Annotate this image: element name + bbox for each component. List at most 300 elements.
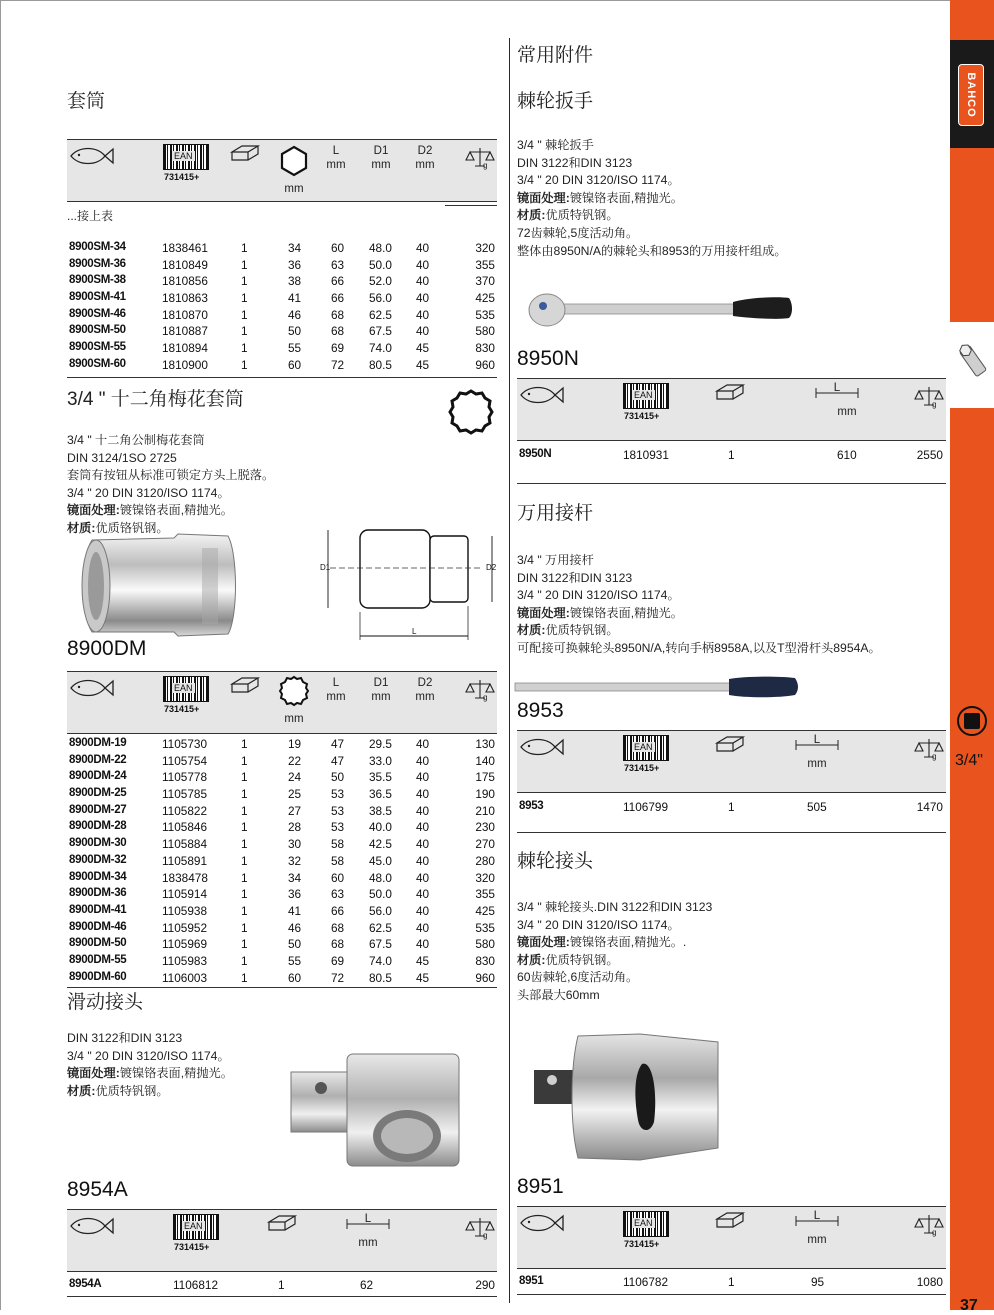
weight-scale-icon [465,1216,495,1240]
cell-size: 46 [288,920,302,935]
cell-qty: 1 [241,970,248,985]
section-title-extension: 万用接杆 [517,503,594,524]
cell-ean: 1105938 [162,903,208,918]
table-header-8954a [67,1209,497,1272]
fish-icon [69,678,115,698]
cell-size: 50 [288,937,302,952]
size-unit: mm [284,183,304,195]
material-label: 材质: [67,1083,96,1098]
cell-weight: 535 [475,307,495,322]
cell-size: 41 [288,291,302,306]
cell-qty: 1 [241,257,248,272]
cell-d1: 33.0 [369,753,392,768]
cell-length: 63 [331,887,345,902]
cell-d1: 56.0 [369,291,392,306]
cell-qty: 1 [241,357,248,372]
cell-qty: 1 [241,870,248,885]
cell-length: 66 [331,291,345,306]
cell-weight: 290 [475,1278,495,1292]
drive-size-label: 3/4" [955,752,983,769]
col-l-unit: mm [326,691,346,703]
cell-qty: 1 [241,307,248,322]
cell-code: 8900SM-41 [69,291,126,304]
cell-weight: 370 [475,274,495,289]
cell-qty: 1 [728,448,735,462]
cell-qty: 1 [241,341,248,356]
cell-d2: 40 [416,770,430,785]
table-row [67,871,497,888]
cell-d2: 45 [416,357,430,372]
cell-length: 69 [331,953,345,968]
desc-line: 套筒有按钮从标准可锁定方头上脱落。 [67,468,275,483]
table-row [67,358,497,375]
cell-code: 8900DM-34 [69,870,127,883]
desc-line: DIN 3122和DIN 3123 [517,570,633,585]
ean-label: EAN [184,1221,203,1231]
ratchet-description [517,137,787,260]
cell-size: 36 [288,887,302,902]
cell-length: 60 [331,870,345,885]
desc-line: 头部最大60mm [517,987,600,1002]
cell-qty: 1 [241,803,248,818]
cell-ean: 1838461 [162,241,208,255]
cell-code: 8900DM-28 [69,820,127,833]
cell-d1: 36.5 [369,787,392,802]
table-row [67,971,497,988]
table-row [67,954,497,971]
cell-size: 55 [288,341,302,356]
cell-code: 8900DM-27 [69,803,127,816]
table-row [67,308,497,325]
cell-d1: 40.0 [369,820,392,835]
cell-length: 66 [331,274,345,289]
desc-line: 3/4 " 棘轮接头.DIN 3122和DIN 3123 [517,900,713,914]
cell-d2: 40 [416,291,430,306]
twelve-point-socket-icon [447,388,495,436]
table-row [67,837,497,854]
cell-d2: 40 [416,324,430,339]
cell-d2: 40 [416,307,430,322]
ean-label: EAN [634,742,653,752]
sliding-adapter-description [67,1030,233,1100]
table-row [67,274,497,291]
cell-d1: 38.5 [369,803,392,818]
cell-weight: 320 [475,241,495,255]
material-value: 优质特钒钢。 [545,623,619,638]
surface-label: 镜面处理: [67,1066,120,1081]
material-value: 优质特钒钢。 [545,952,619,967]
table-row [67,921,497,938]
page-number: 37 [960,1297,978,1314]
cell-length: 53 [331,803,345,818]
model-8954a: 8954A [67,1178,128,1201]
cell-weight: 425 [475,291,495,306]
cell-code: 8900DM-32 [69,853,127,866]
cell-qty: 1 [241,787,248,802]
col-l: L [332,145,340,157]
side-band [950,0,994,1310]
table-row [67,737,497,754]
cell-size: 25 [288,787,302,802]
cell-ean: 1105884 [162,837,208,852]
cell-size: 32 [288,853,302,868]
bahco-logo [958,64,984,126]
cell-d2: 45 [416,953,430,968]
table-header-8950n [517,378,946,441]
col-d1-unit: mm [371,691,391,703]
cell-d1: 56.0 [369,903,392,918]
cell-d1: 48.0 [369,870,392,885]
cell-d1: 80.5 [369,357,392,372]
section-title-sliding-adapter: 滑动接头 [67,992,144,1013]
cell-weight: 355 [475,257,495,272]
cell-ean: 1105891 [162,853,208,868]
cell-code: 8900SM-34 [69,241,126,253]
cell-weight: 580 [475,324,495,339]
cell-weight: 210 [475,803,495,818]
table-row [517,1275,946,1292]
surface-value: 镀镍铬表面,精抛光。 [119,503,233,518]
cell-length: 72 [331,357,345,372]
cell-size: 27 [288,803,302,818]
cell-d2: 40 [416,753,430,768]
cell-qty: 1 [728,800,735,814]
table-rule [445,205,497,206]
table-row [67,770,497,787]
cell-ean: 1810863 [162,291,208,306]
cell-ean: 1105846 [162,820,208,835]
material-label: 材质: [517,952,546,967]
desc-line: DIN 3124/1SO 2725 [67,450,177,465]
weight-scale-icon [914,385,944,409]
cell-d1: 67.5 [369,937,392,952]
package-icon [267,1214,297,1234]
table-row [517,800,946,817]
cell-ean: 1105730 [162,737,208,751]
desc-line: 3/4 " 十二角公制梅花套筒 [67,433,205,447]
extension-description [517,552,881,658]
cell-code: 8900SM-55 [69,341,126,354]
cell-qty: 1 [241,837,248,852]
sliding-adapter-photo [287,1052,467,1170]
cell-d1: 50.0 [369,257,392,272]
weight-scale-icon [914,737,944,761]
col-l-unit: mm [326,159,346,171]
cell-length: 66 [331,903,345,918]
cell-d1: 50.0 [369,887,392,902]
table-row [517,448,946,465]
table-row [67,258,497,275]
weight-scale-icon [465,146,495,170]
table-row [67,324,497,341]
surface-value: 镀镍铬表面,精抛光。 [569,605,683,620]
package-icon [230,144,260,164]
model-8950n: 8950N [517,347,579,370]
package-icon [715,383,745,403]
cell-d2: 40 [416,937,430,952]
cell-ean: 1105778 [162,770,208,785]
cell-d2: 40 [416,903,430,918]
table-row [67,887,497,904]
cell-length: 47 [331,737,345,751]
cell-weight: 355 [475,887,495,902]
diagram-l-label: L [412,627,417,636]
ean-label: EAN [634,1218,653,1228]
cell-weight: 425 [475,903,495,918]
table-bottom-rule [517,483,946,484]
table-row [67,787,497,804]
ean-label: EAN [634,390,653,400]
cell-length: 60 [331,241,345,255]
cell-ean: 1106799 [623,800,669,814]
cell-size: 46 [288,307,302,322]
cell-d1: 35.5 [369,770,392,785]
cell-code: 8953 [519,800,544,812]
material-label: 材质: [517,208,546,223]
svg-text:g: g [483,693,488,702]
cell-ean: 1810856 [162,274,208,289]
ean-prefix: 731415+ [164,704,200,714]
cell-d2: 40 [416,837,430,852]
ean-label: EAN [174,151,193,161]
cell-ean: 1810900 [162,357,208,372]
ean-prefix: 731415+ [624,411,660,421]
cell-qty: 1 [278,1278,285,1292]
cell-d2: 40 [416,257,430,272]
desc-line: 可配接可换棘轮头8950N/A,转向手柄8958A,以及T型滑杆头8954A。 [517,640,881,655]
cell-d2: 40 [416,870,430,885]
model-8953: 8953 [517,699,564,722]
col-d1: D1 [373,145,389,157]
table-bottom-rule [67,377,497,378]
cell-weight: 960 [475,970,495,985]
continued-note: ...接上表 [67,209,114,223]
cell-length: 610 [837,448,857,462]
cell-code: 8900DM-41 [69,903,127,916]
cell-length: 50 [331,770,345,785]
square-drive-icon [957,706,987,736]
cell-qty: 1 [241,291,248,306]
cell-length: 53 [331,787,345,802]
col-d1: D1 [373,677,389,689]
table-body-8950n [517,448,946,465]
desc-line: 60齿棘轮,6度活动角。 [517,970,639,985]
cell-code: 8900DM-36 [69,887,127,900]
size-unit: mm [284,713,304,725]
desc-line: DIN 3122和DIN 3123 [67,1031,183,1045]
package-icon [230,676,260,696]
table-header-sm [67,139,497,202]
desc-line: DIN 3122和DIN 3123 [517,155,633,170]
ean-barcode-icon [623,735,669,761]
table-row [67,854,497,871]
material-value: 优质特钒钢。 [95,1083,169,1098]
table-row [67,937,497,954]
cell-code: 8900SM-38 [69,274,126,287]
table-row [67,1278,497,1295]
material-label: 材质: [67,520,96,535]
cell-qty: 1 [241,903,248,918]
col-l: L [813,734,821,746]
cell-qty: 1 [241,324,248,339]
cell-weight: 830 [475,953,495,968]
ratchet-adapter-description [517,899,712,1005]
surface-value: 镀镍铬表面,精抛光。. [569,935,687,950]
cell-length: 62 [360,1278,374,1292]
table-row [67,754,497,771]
cell-code: 8900SM-60 [69,357,126,370]
col-l: L [364,1213,372,1225]
extension-bar-photo [515,676,799,698]
desc-line: 3/4 " 20 DIN 3120/ISO 1174。 [517,173,680,188]
col-d2: D2 [417,677,433,689]
svg-text:g: g [932,400,937,409]
cell-length: 68 [331,920,345,935]
cell-ean: 1105969 [162,937,208,952]
socket-photo [78,534,240,638]
svg-text:g: g [483,1231,488,1240]
cell-ean: 1838478 [162,870,208,885]
section-title-ratchet: 棘轮扳手 [517,91,594,112]
cell-d1: 52.0 [369,274,392,289]
desc-line: 3/4 " 20 DIN 3120/ISO 1174。 [517,588,680,603]
cell-d2: 40 [416,887,430,902]
cell-code: 8900DM-46 [69,920,127,933]
cell-size: 41 [288,903,302,918]
cell-qty: 1 [241,274,248,289]
surface-label: 镜面处理: [517,190,570,205]
cell-weight: 175 [475,770,495,785]
cell-length: 505 [807,800,827,814]
cell-size: 24 [288,770,302,785]
package-icon [715,735,745,755]
col-l: L [833,382,841,394]
cell-code: 8951 [519,1275,544,1287]
table-body-sm [67,241,497,375]
ean-barcode-icon [163,144,209,170]
section-title-sockets: 套筒 [67,91,106,112]
hexagon-icon [278,145,310,177]
cell-code: 8900DM-50 [69,937,127,950]
cell-length: 68 [331,937,345,952]
ean-barcode-icon [623,1211,669,1237]
package-icon [715,1211,745,1231]
diagram-d2-label: D2 [486,563,497,572]
col-d1-unit: mm [371,159,391,171]
socket-dimension-diagram [322,528,500,642]
cell-qty: 1 [241,853,248,868]
cell-d2: 40 [416,853,430,868]
weight-scale-icon [914,1213,944,1237]
cell-weight: 270 [475,837,495,852]
cell-code: 8900SM-36 [69,257,126,270]
cell-ean: 1105952 [162,920,208,935]
surface-value: 镀镍铬表面,精抛光。 [569,190,683,205]
material-label: 材质: [517,623,546,638]
cell-size: 50 [288,324,302,339]
ean-barcode-icon [173,1214,219,1240]
cell-ean: 1810870 [162,307,208,322]
col-l: L [813,1210,821,1222]
cell-ean: 1106782 [623,1275,669,1289]
cell-weight: 140 [475,753,495,768]
cell-size: 22 [288,753,302,768]
cell-weight: 1470 [916,800,943,814]
svg-text:g: g [932,752,937,761]
socket-category-icon [956,340,990,382]
cell-code: 8900SM-46 [69,307,126,320]
cell-length: 68 [331,307,345,322]
desc-line: 3/4 " 棘轮扳手 [517,138,594,152]
fish-icon [69,1216,115,1236]
col-l-unit: mm [837,406,857,418]
brand-text: BAHCO [965,72,977,118]
material-value: 优质铬钒钢。 [95,520,169,535]
cell-d2: 40 [416,274,430,289]
cell-length: 68 [331,324,345,339]
cell-d2: 40 [416,820,430,835]
table-row [67,804,497,821]
ean-label: EAN [174,683,193,693]
surface-label: 镜面处理: [67,503,120,518]
cell-d1: 62.5 [369,307,392,322]
cell-code: 8900DM-22 [69,753,127,766]
cell-ean: 1105914 [162,887,208,902]
cell-code: 8900DM-55 [69,953,127,966]
cell-ean: 1810894 [162,341,208,356]
cell-size: 60 [288,357,302,372]
cell-weight: 190 [475,787,495,802]
fish-icon [519,385,565,405]
cell-weight: 2550 [916,448,943,462]
table-header-dm [67,671,497,734]
table-bottom-rule [67,1296,497,1297]
ratchet-adapter-photo [530,1030,722,1164]
desc-line: 整体由8950N/A的棘轮头和8953的万用接杆组成。 [517,243,787,258]
section-title-common-accessories: 常用附件 [517,45,594,66]
fish-icon [69,146,115,166]
col-l: L [332,677,340,689]
table-row [67,904,497,921]
cell-code: 8900SM-50 [69,324,126,337]
cell-size: 28 [288,820,302,835]
cell-length: 53 [331,820,345,835]
cell-d1: 80.5 [369,970,392,985]
surface-label: 镜面处理: [517,605,570,620]
cell-d2: 40 [416,920,430,935]
cell-ean: 1106003 [162,970,208,985]
cell-length: 72 [331,970,345,985]
cell-qty: 1 [241,770,248,785]
fish-icon [519,1213,565,1233]
cell-size: 60 [288,970,302,985]
fish-icon [519,737,565,757]
cell-d1: 67.5 [369,324,392,339]
desc-line: 3/4 " 20 DIN 3120/ISO 1174。 [517,917,680,932]
cell-weight: 580 [475,937,495,952]
model-8900dm: 8900DM [67,637,147,660]
desc-line: 3/4 " 20 DIN 3120/ISO 1174。 [67,1048,230,1063]
cell-weight: 830 [475,341,495,356]
table-row [67,291,497,308]
cell-qty: 1 [241,920,248,935]
table-row [67,341,497,358]
ean-prefix: 731415+ [164,172,200,182]
cell-weight: 960 [475,357,495,372]
cell-d2: 40 [416,787,430,802]
cell-d2: 40 [416,737,430,751]
cell-qty: 1 [241,753,248,768]
